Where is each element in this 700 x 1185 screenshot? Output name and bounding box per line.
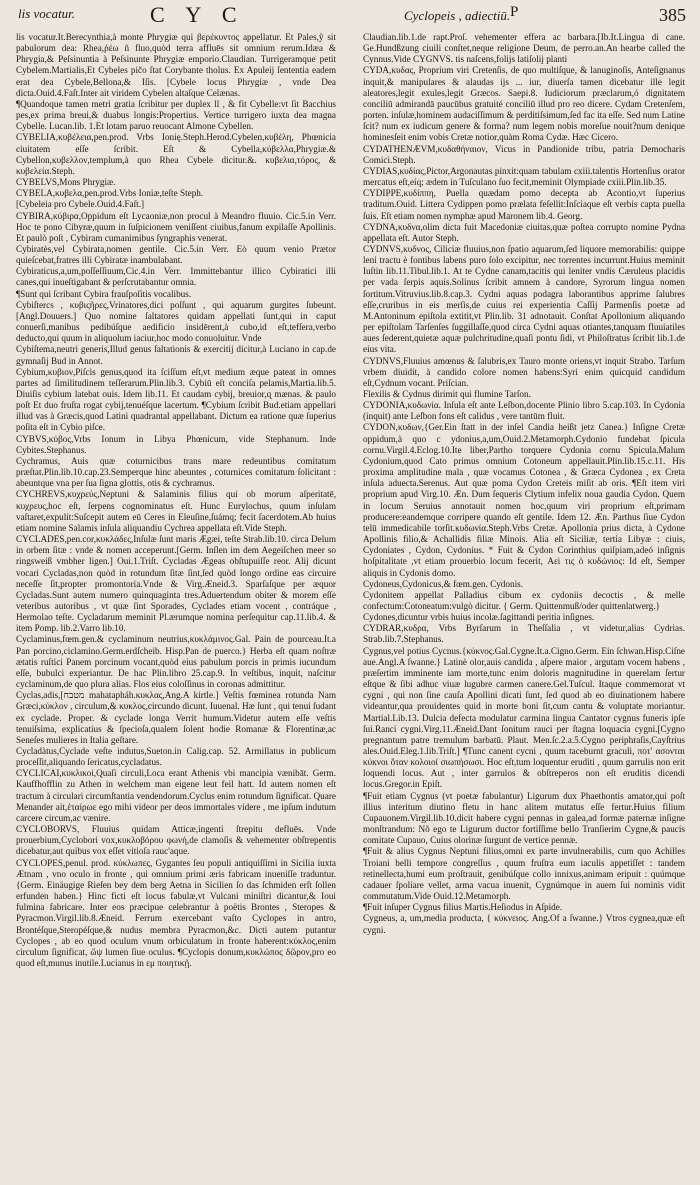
dictionary-entry: CYCHREVS,κυχρεύς,Neptuni & Salaminis filius qui ob morum aſperitatē, κυχρευς,hoc eſt, ſerpens cognominatus eſt. Hunc Eurylochus, quum inſulam vaſtaret,expulit:Suſcepit autem eū Ceres in Eleuſine,ſuámq; fecit ſacerdotem.Ab huius etiam nomine Salamis inſula aliquandiu Cychrea appellata eſt.Vide Steph.: [16, 489, 336, 533]
dictionary-entry: Cybiratès,vel Cybirata,nomen gentile. Cic.5.in Verr. Eò quum venio Prætor quieſcebat,fratres illi Cybiratæ inambulabant.: [16, 243, 336, 266]
left-column: [16, 32, 336, 969]
dictionary-entry: CYDNVS,κυδνος, Ciliciæ fluuius,non ſpatio aquarum,ſed liquore memorabilis: quippe leni tractu è fontibus labens puro ſolo excipitur, nec torrentes incurrunt.Huius meminit Iuſtin lib.11.Tibul.lib.1. At te Cydne canam,tacitis qui leniter vndis Cæruleus placidis per vada ſerpis aquis.Solinus ſcribit amnem à candore, Syrorum lingua nomen ſortitum.Vitruvius.lib.8.cap.3. Cydni aquas podagra laborantibus apprime ſalubres eſſe,cruribus in eis merſis,de cuius rei experientia Caſſij Parmenſis poetæ ad M.Antoninum epiſtola extitit,vt Plin.lib. 31 adnotauit. Conſtat Apollonium aliquando per epiſtolam Tarſenſes ſuggillaſſe,quod circa Cydni aquas otiantes,tanquam fluuiatiles aues ſederent,quietæ aquæ pulchritudine,quaſi pontu ſidi, vt Philoſtratus ſcribit lib.1.de eius vita.: [363, 243, 685, 355]
dictionary-entry: Cycladàtus,Cyclade veſte indutus,Sueton.in Calig.cap. 52. Armillatus in publicum proceſſit,aliquando ſericatus,cycladatus.: [16, 746, 336, 768]
dictionary-entry: CYDNA,κυδνα,olim dicta fuit Macedoniæ ciuitas,quæ poſtea corrupto nomine Pydna appellata eſt. Autor Steph.: [363, 221, 685, 243]
right-column: [363, 32, 685, 936]
dictionary-entry: CYCLADES,pen.cor,κυκλάδες,Inſulæ ſunt maris Ægæi, teſte Strab.lib.10. circa Delum in orbem ſitæ : vnde & nomen acceperunt.[Germ. Inſlen im dem Aegeiſchen meer so ringsweiß vmbher ligen.] Oui.1.Triſt. Cycladas Ægeas obſtupuiſſe reor. Alij dicunt vocari Cycladas,non quòd in rotundum ſitæ ſint,ſed quòd longo ordine eas circuire neceſſe ſit,propter promontoria.Vnde & Virg.Æneid.3. Sparſaſque per æquor Cycladas.Sunt autem numero quinquaginta tres.Aduertendum obiter & morem eſſe veteribus autoribus , vt quæ ſint Sporades, Cyclades etiam vocent , contráque , Hermolao teſte. Cycladarum meminit Pl.ærumque nomina perſequitur cap.11.lib.4. & item Pomp. lib.2.Varro lib.10.: [16, 534, 336, 634]
dictionary-entry: Cybiſtercs , κυβιςῆρες,Vrinatores,dici poſſunt , qui aquarum gurgites ſubeunt.[Angl.Douuers.] Quo nomine ſaltatores quidam appellati ſunt,qui in caput conuerſi,manibus pedibúſque aedificio insidērent,à cubo,id eſt,tefſera,verbo deducto,qui quum in aliquolum iaciur,hoc modo conuoluitur. Vnde: [16, 299, 336, 344]
dictionary-entry: Cydones,dicuntur vrbis huius incolæ.ſagittandi peritia inſignes.: [363, 612, 595, 623]
dictionary-entry: Cygnus,vel potius Cycnus.{κύκνος.Gal.Cygne.It.a.Cigno.Germ. Ein ſchwan.Hisp.Ciſne aue.Angl.A ſwanne.} Latinè olor,auis candida , aſpere maior , argutam vocem habens , præſertim imminente iam morte,tunc enim doloris magnitudine in querelam ſertur eſtque & ſibi adhuc viuæ lugubre carmen canere.Gel.Tuſcul. Itaque commemorat vt cygni , qui non ſine cauſa Apollini dicati ſunt, ſed quod ab eo diuinationem habere videantur,qua prouidentes quid in morte boni ſit,cum cantu & voluptate moriantur. Martial.Lib.13. Dulcia defecta modulatur carmina lingua Cantator cygnus funeris ipſe ſui.Ranci cygni.Virg.11.Æneid.Dant ſonitum rauci per ſtagna loquacia cygni.[Cygno pregnantum patre tremulum barbatū. Plaut. Men.ſc.2.a.5.Cygno periphraſis,Cayſtrius ales.Ouid.Eleg.1.lib.Triſt.] ¶Tunc canent cycni , quum taceburnt graculi, ποτ' ασονται κύκνοι ὅταν κολοιοί σιωπήσωσι. Hoc eſt,tum loquentur eruditi , quum garrulis non erit loquendi locus. Aut , inter garrulos & obſtreperos non eſt eruditis dicendi locus.Gregor.in Epiſt.: [363, 645, 685, 790]
dictionary-entry: CYCLOBORVS, Fluuius quidam Atticæ,ingenti ſtrepitu defluēs. Vnde prouerbium,Cyclobori vox,κυκλοβόρου φωνή,de clamoſis & vehementer obſtrepentis dicebatur,aut quibus vox eſſet vitioſa rauc'aque.: [16, 824, 336, 857]
dictionary-entry: CYDRAR,κυδρα, Vrbs Byrſarum in Theſſalia , vt videtur,alias Cydrias. Strab.lib.7.Stephanus.: [363, 623, 685, 645]
dictionary-entry: ¶Sunt qui ſcribant Cybira frauſpoſitis vocalibus.: [16, 288, 192, 299]
catchword-left: lis vocatur.: [18, 6, 76, 21]
dictionary-entry: Claudian.lib.1.de rapt.Proſ. vehementer effera ac barbara.[Ib.It.Lingua di cane. Ge.Hundßzung ciuili conſtet,neque religione Deum, de perro.an.An hearbe called the Cynnus.Vide CYGNVS. tis naſcens,folijs latiſolij planti: [363, 32, 685, 65]
dictionary-entry: CYDIPPE,κυδίππη, Puella quædam pomo decepta ab Acontio,vt ſuperius traditum.Ouid. Littera Cydippen pomo prælata feſellit:Inſciaque eſt verbis capta puella ſuis. Eſt etiam nomen nymphæ apud Maronem lib.4. Georg.: [363, 188, 685, 221]
catchword-right: Cyclopeis , adiectiū.: [404, 8, 511, 23]
dictionary-entry: CYDIAS,κυδίας,Pictor,Argonautas pinxit:quam tabulam cxiii.talentis Hortenſius orator mercatus eſt,eíq; ædem in Tuſculano ſuo fecit,meminit Olympiade cxiii.Plin.lib.35.: [363, 165, 685, 188]
dictionary-entry: CYBVS,κύβος,Vrbs Ionum in Libya Phœnicum, vide Stephanum. Inde Cybites.Stephanus.: [16, 433, 336, 455]
dictionary-entry: CYBELIA,κυβέλεια,pen.prod. Vrbs Ionię.Steph.Herod.Cybelen,κυβέλη, Phœnicia ciuitatem eſſe ſcribit. Eſt & Cybella,κύβελλα,Phrygiæ.& Cybellon,κυβελλον,templum,à quo Rhea Cybele dicitur.&. κυβελια,τόρος, & κυβελεία.Steph.: [16, 132, 336, 176]
dictionary-entry: ¶Fuit & alius Cygnus Neptuni filius,omni ex parte invulnerabilis, cum quo Achilles Troiani belli tempore congreſſus , quum fruſtra eum iaculis appetiſſet : tandem retinellecta,humi eum proſtrauit, genibúſque collo innixus,animam eripuit : quúmque cadauer ſpoliare vellet, arma vacua inuenit, Cygnúmque in auem ſui nominis vidit commutatum.Vide Ouid.12.Metamorph.: [363, 846, 685, 902]
page-header: [0, 4, 700, 28]
dictionary-entry: ¶Quandoque tamen metri gratia ſcribitur per duplex ll , & fit Cybelle:vt ſit Bacchius pes,ex prima breui,& duabus longis:Propertius. Vertice turrigero iuxta dea magna Cybelle. Lucan.lib. 1.Et lotam paruo reuocant Almone Cybellen.: [16, 98, 336, 132]
dictionary-entry: CYCLICAI,κυκλικοί,Quaſi circuli,Loca erant Athenis vbi mancipia vænibāt. Germ. Kauffhofflin zu Athen in welchem man eigene leut feil hatt. Id autem nomen eſt tractum à circulari circumſtantia vendendorum.Cyclus enim rotundum ſignificat. Quare Menander ait,ἑταίρωε ego mihi videor per deos immortales videre , me ipſum indutum carcere circum,ac vænire.: [16, 768, 336, 823]
dictionary-entry: ¶Fuit etiam Cygnus (vt poetæ fabulantur) Ligurum dux Phaethontis amator,qui poſt illius interitum diutino fletu in hanc alitem mutatus eſſe fertur.Huius filium Cupauonem.Virgil.lib.10.dicit habere cygni pennas in galea,ad formæ paternæ inſigne monſtrandum: Nõ ego te Ligurum ductor fortiſſime bello Tranſierim Cygne,& paucis comitate Cupauo, Cuius olorinæ ſurgunt de vertice pennæ.: [363, 790, 685, 846]
dictionary-entry: lis vocatur.It.Berecynthia,à monte Phrygiæ qui βερέκυντος appellatur. Et Pales,ŷ sit pabulorum dea: Rhea,ῥέω ñ fluo,quòd terra affluēs sit omnium rerum.Idæa & Phrygia,& Peſsinuntia à Peſsinunte Phrygiæ emporio.Claudian. Turrigeramque petit Cybelem.Martialis,Et Cybeles pičo ſtat Corybante tholus. Ex Apuleij ſententia eadem erat dea Cybele,Bellona,& Iſis. [Cybele locus Phrygiæ , vnde Dea dicta.Ouid.4.Faſt.Inter ait viridem Cybelen altaſque Celænas.: [16, 32, 336, 98]
dictionary-entry: Cydoneus,Cydonicus,& fœm.gen. Cydonis.: [363, 578, 524, 589]
dictionary-entry: [Cybeleia pro Cybele.Ouid.4.Faſt.]: [16, 199, 145, 210]
dictionary-entry: Cychramus, Auis quæ coturnicibus trans mare redeuntibus comitatum præſtat.Plin.lib.10.cap.23.Semperque hinc abeuntes , coturnices comitatum ſolicitant : abeuntque vna per ſua ſigna glottis, otis & cychramus.: [16, 455, 336, 489]
dictionary-entry: CYDON,κυδων,{Ger.Ein ſtatt in der inſel Candia heißt jetz Canea.} Inſigne Cretæ oppidum,à quo c ydonius,a,um,Ouid.2.Metamorph.Cydonio fundebat ſpicula cornu.Virgil.4.Eclog.10.Ite liber,Partho torquere Cydonia cornu Spicula.Malum Cydonium,quod Cato primus omnium Cotoneum appellauit.Plin.lib.15.c.11. His proxima amplitudine mala , quæ vocamus Cotonea , & Græca Cydonea , ex Creta inſula aduecta.Serenus. Aut quæ poma Cydon Creteis miſit ab oris. ¶Eſt item viri proprium apud Virg.10. Æn. Dum ſequeris Clytium infelix noua gaudia Cydon. Quem in locum Seruius annotauit nomen hoc,quum viri proprium eſt,primam producere:eandemque corripere quando eſt gentile. Idem 12. Æn. Parthus ſiue Cydon telū immedicabile torſit.κυδωνία.Steph.Vrbs Cretæ. Apollonia prius dicta, à Cydone Apollinis filio,& Achallidis filiæ Minois. Alia eſt Siciliæ, tertia Libyæ : ciuis, Cydoniates , Cydon, Cydonius. * Fuit & Cydon Corinthius quiſpiam,adeó inſignis hoſpitalitate ,vt etiam prouerbio locum fecerit, Αεὶ τις ὁ κυδώνιος: Id eſt, Semper aliquis in Cydonis domo.: [363, 422, 685, 578]
dictionary-entry: CYBIRA,κύβιρα,Oppidum eſt Lycaoniæ,non procul à Meandro fluuio. Cic.5.in Verr. Hoc te pono Cibyræ,quum in ſuſpicionem veniſſent ciuibus,fanum expilaſſe Apollinis. Et paulò poſt , Cybiram cumanimibus ſyngraphis venerat.: [16, 210, 336, 243]
dictionary-entry: CYBELA,κυβελα,pen.prod.Vrbs Ioniæ,teſte Steph.: [16, 188, 204, 199]
dictionary-entry: Cybiſtema,neutri generis,Illud genus ſaltationis & exercitij dicitur,à Luciano in cap.de gymnaſij Bud in Annot.: [16, 344, 336, 366]
dictionary-entry: CYDATHENÆVM,κυδαθήναιον, Vicus in Pandionide tribu, patria Democharis Comici.Steph.: [363, 143, 685, 165]
dictionary-entry: CYDA,κυδας, Proprium viri Cretenſis, de quo multiſque, & lanuginoſis, Anteſignanus inquit,& manipulares & alaudas ijs ... iur, diuerſa tamen dicebatur ille legit aleatores,legit exules,legit Græcos. Saepi.8. Iudiciorum præclarum,ó dignitatem conciliū admirandā paucūbus gratuité conciliū illud pro reo dicere. Cydam Cretenſem, porten. inſulæ,hominem audaciſſimum & perditiſsimum,ſed fac ita eſſe. Sed num Latine ſcit? num ex iudicum genere & forma? num legem nobis moreſue nouit?num denique hominesſeit enim vobis Cretæ notior,quàm Roma Cydæ. Hæc Cicero.: [363, 65, 685, 143]
dictionary-entry: CYDONIA,κυδωνία. Inſula eſt ante Leſbon,docente Plinio libro 5.cap.103. In Cydonia (inquit) ante Leſbon fons eſt calidus , vere tantūm fluit.: [363, 400, 685, 422]
dictionary-entry: Cygneus, a, um,media producta, { κύκνειος. Ang.Of a ſwanne.} Vtros cygnea,quæ eſt cygni.: [363, 913, 685, 935]
dictionary-entry: Flexilis & Cydnus dirimit qui flumine Tarſon.: [363, 389, 531, 399]
dictionary-entry: CYCLOPES,penul. prod. κύκλωπες, Gygantes ſeu populi antiquiſſimi in Sicilia iuxta Ætnam , vno oculo in fronte , qui omnium primi æris fabricam inueniſſe traduntur.{Germ. Einäugige Rieſen bey dem berg Aetna in Sicilien ſo das ſchmiden erſt ſollen erfunden haben.} Hinc ficti eſt locus fabulæ,vt Vulcani miniſtri dicantur,& Ioui fulmina fabricare. Inter eos præcipue celebrantur à poëtis Brontes , Steropes & Pyracmon.Virgil.lib.8.Æneid. Ferrum exercebant vaſto Cyclopes in antro, Brontéſque,Steropéſque,& nudus membra Pyracmon,&c. Dicti autem putantur Cyclopes , ab eo quod oculum vnum orbiculatum in fronte haberent:κύκλος,enim circulum ſignificat, ὤψ lumen ſiue oculus. ¶Cyclopis donum,κυκλώπος δῶρον,pro eo quod eſt,munus inutile.Lucianus in εμ ποιητικῇ.: [16, 857, 336, 968]
dictionary-entry: CYDNVS,Fluuius amœnus & ſalubris,ex Tauro monte oriens,vt inquit Strabo. Tarſum vrbem diuidit, à candido colore nomen habens:Syri enim quicquid candidum eſt,Cydnum vocant. Priſcian.: [363, 355, 685, 388]
dictionary-entry: Cyclaminus,fœm.gen.& cyclaminum neutrius,κυκλάμινος.Gal. Pain de pourceau.It.a Pan porcino,ciclamino.Germ.erdſcheib. Hisp.Pan de puerco.} Herba eſt quam noſtræ ætatis ruſtici Panem porcinum vocant,quòd eius pabulum porcis in primis iucundum eſſe, bubulci experiantur. De hac Plin.libro 25.cap.9. In veſtibus, inquit, naſcitur cyclaminum,de quo plura alias. Flos eius coloſſinus in coronas admittitur.: [16, 634, 336, 690]
dictionary-entry: Cydonitem appellat Palladius cibum ex cydoniis decoctis , & melle confectum:Cotoneatum:vulgò dicitur. { Germ. Quittenmuß/oder quittenlatwerg.}: [363, 589, 685, 611]
dictionary-entry: Cybiraticus,a,um,poſſeſſiuum,Cic.4.in Verr. Immittebantur illico Cybiratici illi canes,qui inueſtigabant & perſcrutabantur omnia.: [16, 266, 336, 288]
dictionary-entry: Cyclas,adis,[מטבח mahatapháh.κυκλας,Ang.A kirtle.] Veſtis fœminea rotunda Nam Græci,κύκλον , circulum,& κυκλος,circundo dicunt. Iuuenal. Hæ ſunt , qui tenui ſudant ex cyclade. Proper. & cyclade longa Verrit humum.Videtur autem eſſe veſtis tenuiſsima, explicatius & ſpecioſa,qualem ſolent hodie Romanæ & Florentinæ,ac Seneſes mulieres in Italia geſtare.: [16, 690, 336, 745]
page-number: 385: [659, 5, 686, 25]
signature-mark: P: [510, 4, 519, 20]
dictionary-entry: CYBELVS,Mons Phrygiæ.: [16, 177, 116, 188]
dictionary-entry: Cybium,κυβιον,Piſcis genus,quod ita ſciſſum eſt,vt medium æque pateat in omnes partes ad ſimilitudinem teſſerarum.Plin.lib.3. Cybiū eſt conciſa pelamis,Martia.lib.5. Diuiſis cybium latebat ouis. Idem lib.11. Et caudam cybij, breuior,ɋ mænas. & paulo poſt Et duo fruſta rogat cybij,tenuéſque lacertum. ¶Cybium ſcribit Bud.etiam appellari illud vas à Græcis,quod Latini quadrantal appellabant. Dictum ea ratione quæ ſuperius poſita eſt in Cybio piſce.: [16, 366, 336, 433]
dictionary-entry: ¶Fuit inſuper Cygnus filius Martis.Heſiodus in Aſpide.: [363, 902, 563, 913]
running-title: C Y C: [150, 2, 245, 27]
